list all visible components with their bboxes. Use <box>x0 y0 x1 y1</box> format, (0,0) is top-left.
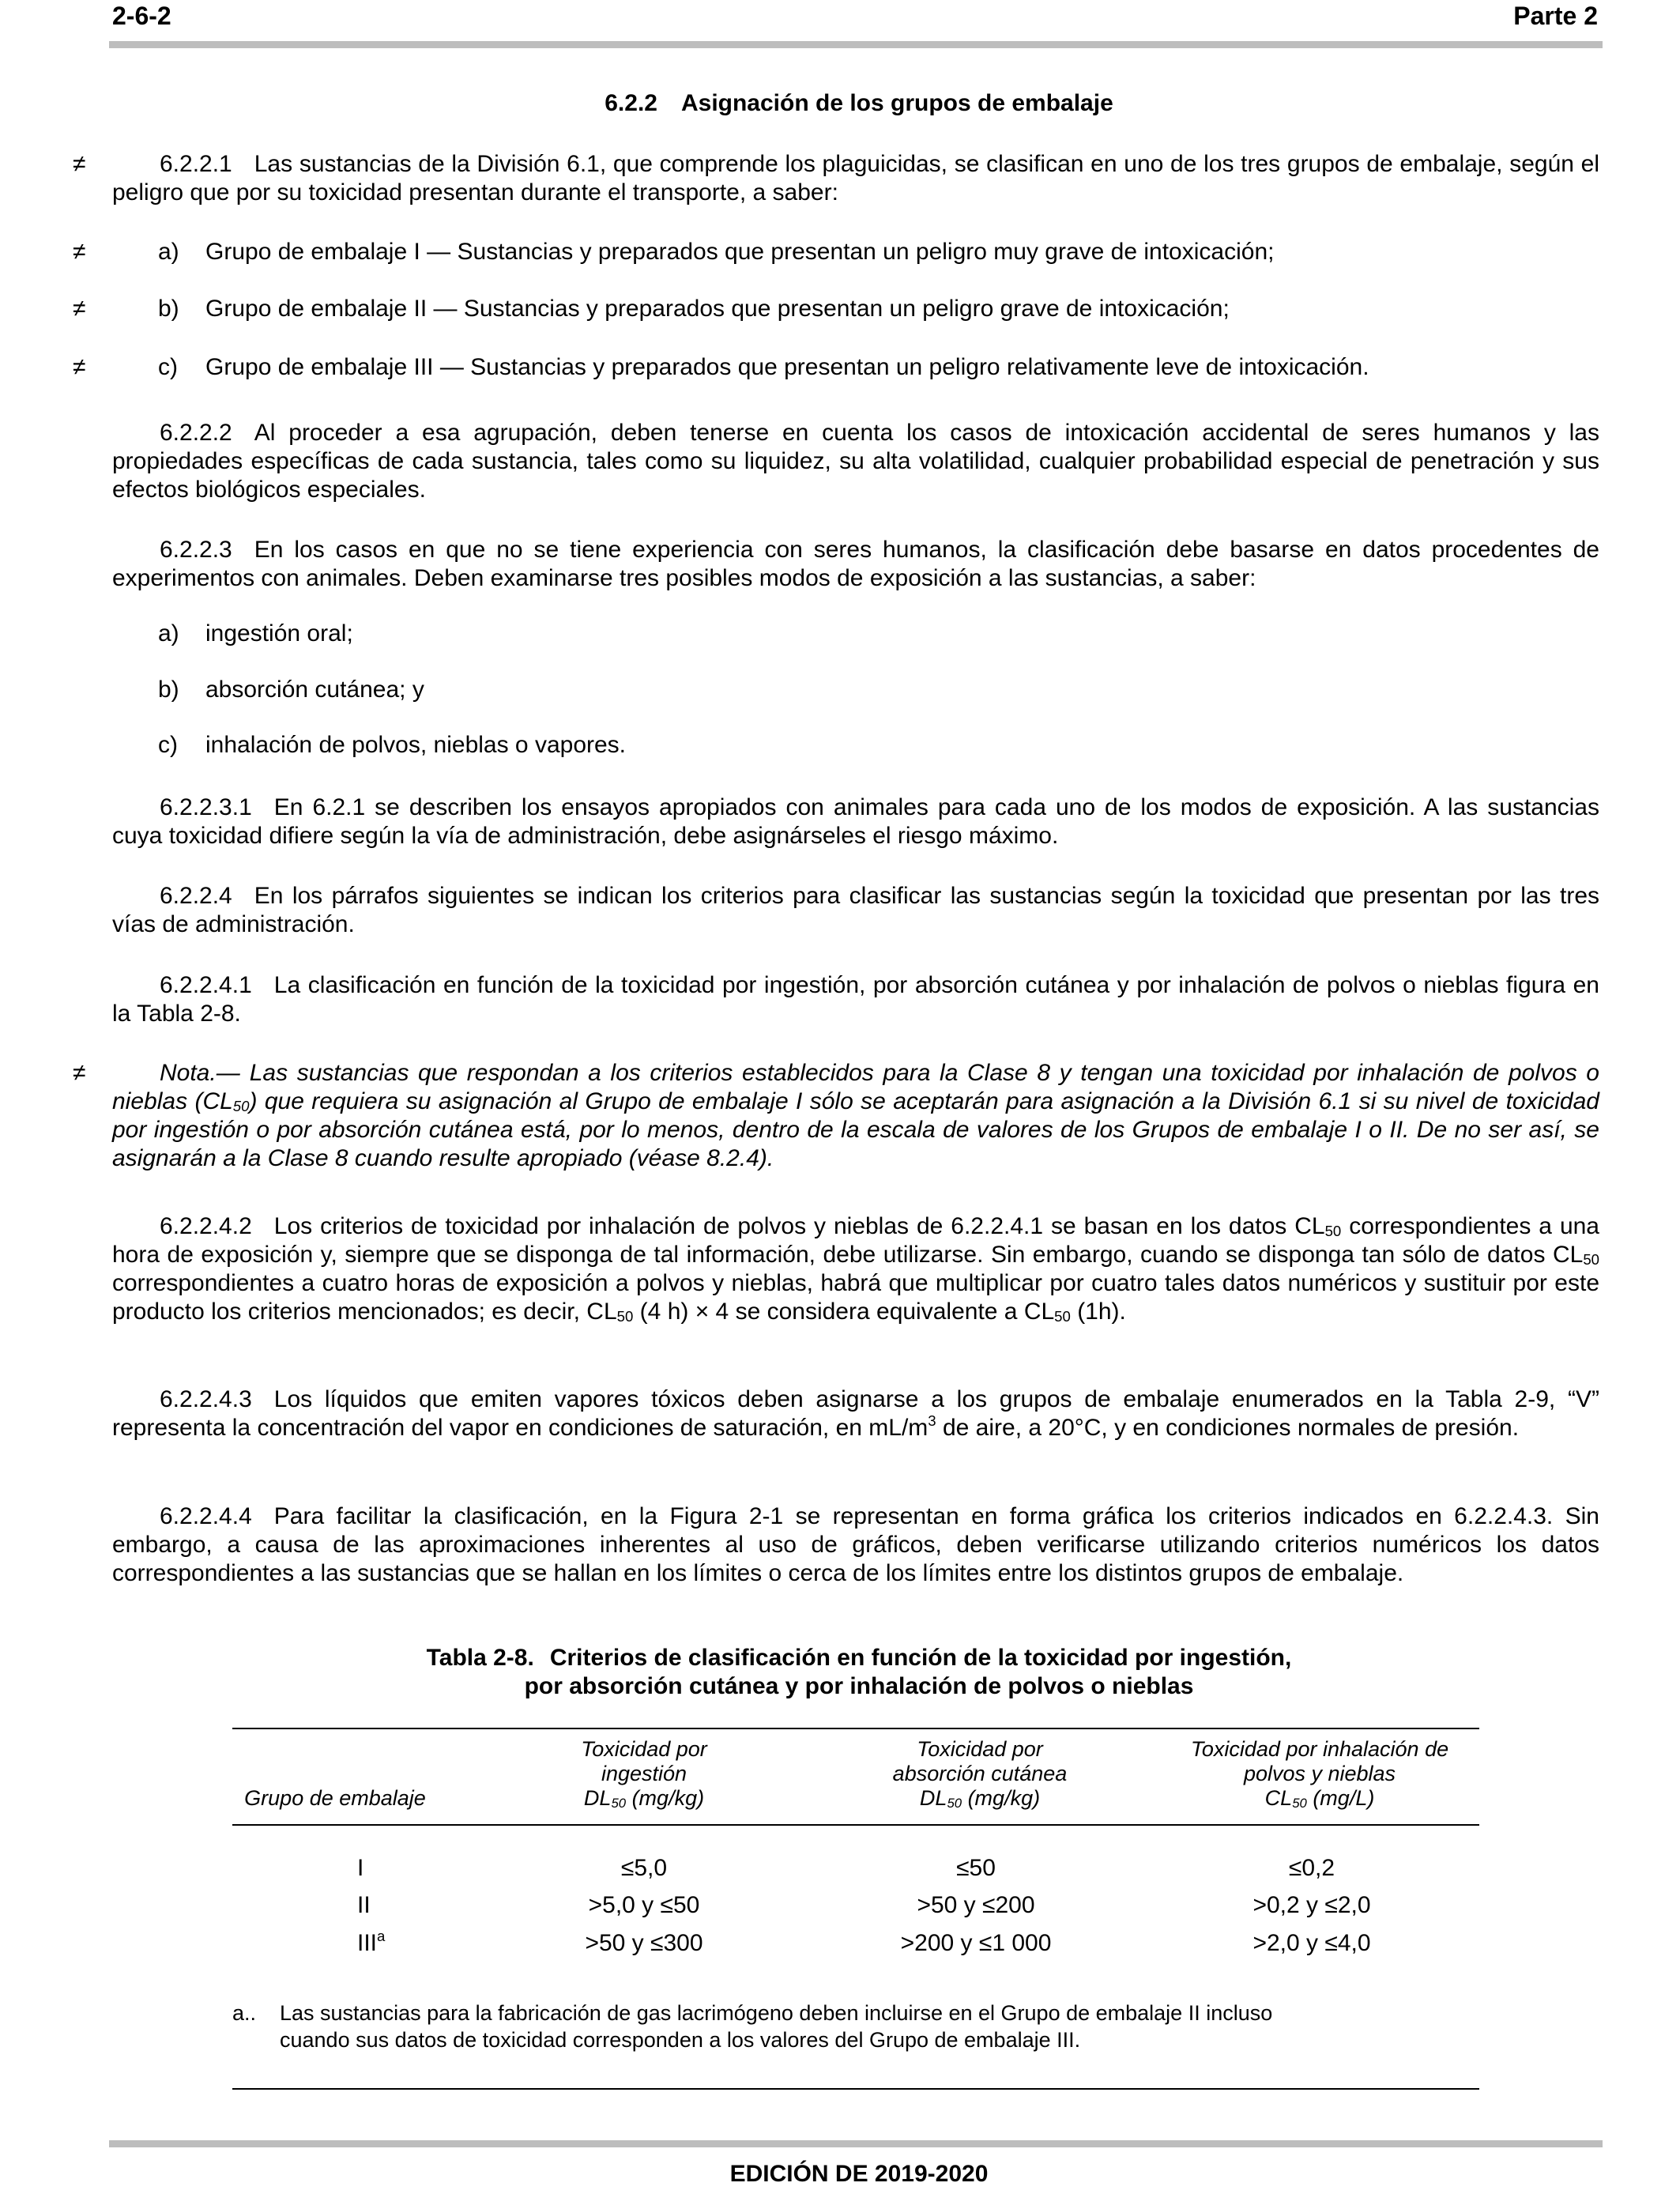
change-mark: ≠ <box>73 239 86 265</box>
paragraph-text: (4 h) × 4 se considera equivalente a CL <box>633 1299 1055 1325</box>
paragraph-number: 6.2.2.4.4 <box>160 1503 252 1529</box>
part-label: Parte 2 <box>1513 2 1598 30</box>
list-label: b) <box>158 296 179 322</box>
section-number: 6.2.2 <box>605 90 657 116</box>
group-label: III <box>357 1930 378 1956</box>
header-line: absorción cutánea <box>892 1762 1068 1785</box>
header-text: DL <box>583 1786 612 1810</box>
header-line: Toxicidad por <box>581 1737 707 1761</box>
table-caption <box>0 1644 1680 1672</box>
edition-footer: EDICIÓN DE 2019-2020 <box>729 2161 989 2187</box>
table-bottom-rule <box>232 2088 1479 2090</box>
header-rule <box>109 41 1603 48</box>
subscript: 50 <box>1583 1251 1599 1268</box>
list-item <box>158 295 1230 323</box>
table-top-rule <box>232 1728 1479 1729</box>
header-text: (mg/kg) <box>962 1786 1041 1810</box>
header-text: DL <box>919 1786 947 1810</box>
header-line <box>1154 1786 1486 1811</box>
paragraph-text: Los criterios de toxicidad por inhalación de polvos y nieblas de 6.2.2.4.1 se basan en los datos CL <box>273 1213 1325 1239</box>
paragraph-text: Al proceder a esa agrupación, deben tenerse en cuenta los casos de intoxicación accidental de seres humanos y las propiedades específicas de cada sustancia, tales como su liquidez, su alta volatilidad, cualquier probabilidad especial de penetración y sus efectos biológicos especiales. <box>112 420 1599 503</box>
note <box>112 1059 1599 1173</box>
section-title-text: Asignación de los grupos de embalaje <box>680 90 1113 116</box>
list-label: c) <box>158 354 178 380</box>
header-line <box>834 1786 1126 1811</box>
paragraph-number: 6.2.2.3 <box>160 537 232 563</box>
subscript: 50 <box>616 1308 634 1325</box>
table-cell-dermal: ≤50 <box>956 1855 996 1881</box>
note-text: ) que requiera su asignación al Grupo de embalaje I sólo se aceptarán para asignación a la División 6.1 si su nivel de toxicidad por ingestión o por absorción cutánea está, por lo menos, dentro de la escala de valores de los Grupos de embalaje I o II. De no ser así, se asignarán a la Clase 8 cuando resulte apropiado (véase 8.2.4). <box>112 1088 1599 1171</box>
paragraph-6-2-2-4-2 <box>112 1212 1599 1326</box>
footnote-ref: a <box>377 1928 386 1944</box>
paragraph-text: En 6.2.1 se describen los ensayos apropiados con animales para cada uno de los modos de exposición. A las sustancias cuya toxicidad difiere según la vía de administración, debe asignárseles el riesgo máximo. <box>112 794 1599 849</box>
table-caption-line: por absorción cutánea y por inhalación de polvos o nieblas <box>524 1673 1194 1699</box>
list-label: a) <box>158 620 179 647</box>
subscript: 50 <box>947 1796 962 1811</box>
section-title <box>0 90 1680 117</box>
subscript: 50 <box>1324 1223 1342 1239</box>
list-text: ingestión oral; <box>205 620 353 647</box>
paragraph-text: En los casos en que no se tiene experiencia con seres humanos, la clasificación debe basarse en datos procedentes de experimentos con animales. Deben examinarse tres posibles modos de exposición a las sustancias, a saber: <box>112 537 1599 591</box>
paragraph-number: 6.2.2.2 <box>160 420 232 446</box>
footer-rule <box>109 2140 1603 2147</box>
paragraph-text: Las sustancias de la División 6.1, que comprende los plaguicidas, se clasifican en uno de los tres grupos de embalaje, según el peligro que por su toxicidad presentan durante el transporte, a saber: <box>112 151 1599 205</box>
list-item <box>158 731 626 760</box>
paragraph-number: 6.2.2.3.1 <box>160 794 252 820</box>
change-mark: ≠ <box>73 151 86 177</box>
paragraph-6-2-2-4-4 <box>112 1502 1599 1588</box>
paragraph-6-2-2-4-1 <box>112 971 1599 1028</box>
table-caption-label: Tabla 2-8. <box>426 1645 534 1671</box>
paragraph-6-2-2-4-3 <box>112 1385 1599 1442</box>
list-text: Grupo de embalaje III — Sustancias y preparados que presentan un peligro relativamente leve de intoxicación. <box>205 354 1369 380</box>
footnote-line <box>232 2026 1479 2053</box>
list-item <box>158 676 424 704</box>
footnote-line <box>232 2000 1479 2026</box>
list-label: a) <box>158 239 179 265</box>
list-text: inhalación de polvos, nieblas o vapores. <box>205 732 627 758</box>
header-text: CL <box>1264 1786 1293 1810</box>
header-line: Toxicidad por inhalación de <box>1190 1737 1449 1761</box>
paragraph-number: 6.2.2.1 <box>160 151 232 177</box>
column-header-ingestion <box>498 1737 790 1811</box>
paragraph-text: correspondientes a una hora de exposición y, siempre que se disponga de tal información, debe utilizarse. Sin embargo, cuando se disponga tan sólo de datos CL <box>112 1213 1599 1268</box>
column-header-group: Grupo de embalaje <box>244 1786 426 1810</box>
list-label: c) <box>158 732 178 758</box>
list-item <box>158 238 1274 266</box>
subscript: 50 <box>1054 1308 1071 1325</box>
note-label: Nota.— <box>160 1060 240 1086</box>
paragraph-text: (1h). <box>1070 1299 1126 1325</box>
column-header-inhalation <box>1154 1737 1486 1811</box>
header-line: polvos y nieblas <box>1243 1762 1396 1785</box>
change-mark: ≠ <box>73 296 86 322</box>
list-text: absorción cutánea; y <box>205 677 424 703</box>
paragraph-text: En los párrafos siguientes se indican los criterios para clasificar las sustancias según la toxicidad que presentan por las tres vías de administración. <box>112 883 1599 937</box>
header-line: Toxicidad por <box>917 1737 1043 1761</box>
list-text: Grupo de embalaje I — Sustancias y preparados que presentan un peligro muy grave de intoxicación; <box>205 239 1275 265</box>
table-caption-line: Criterios de clasificación en función de la toxicidad por ingestión, <box>549 1645 1292 1671</box>
paragraph-number: 6.2.2.4.3 <box>160 1386 252 1412</box>
paragraph-6-2-2-3 <box>112 536 1599 593</box>
superscript: 3 <box>928 1412 936 1429</box>
subscript: 50 <box>232 1098 250 1114</box>
table-cell-dermal: >50 y ≤200 <box>917 1892 1035 1918</box>
table-cell-group: II <box>357 1892 371 1918</box>
table-caption <box>0 1672 1680 1701</box>
paragraph-number: 6.2.2.4 <box>160 883 232 909</box>
table-cell-ingestion: ≤5,0 <box>620 1855 668 1881</box>
paragraph-6-2-2-3-1 <box>112 794 1599 850</box>
paragraph-text: correspondientes a cuatro horas de exposición a polvos y nieblas, habrá que multiplicar por cuatro tales datos numéricos y sustituir por este producto los criterios mencionados; es decir, CL <box>112 1270 1599 1325</box>
paragraph-text: Para facilitar la clasificación, en la Figura 2-1 se representan en forma gráfica los criterios indicados en 6.2.2.4.3. Sin embargo, a causa de las aproximaciones inherentes al uso de gráficos, deben verificarse utilizando criterios numéricos los datos correspondientes a las sustancias que se hallan en los límites o cerca de los límites entre los distintos grupos de embalaje. <box>112 1503 1599 1586</box>
paragraph-text: de aire, a 20°C, y en condiciones normales de presión. <box>936 1415 1520 1441</box>
header-line: ingestión <box>601 1762 687 1785</box>
list-item <box>158 620 353 648</box>
paragraph-6-2-2-4 <box>112 882 1599 939</box>
paragraph-text: Los líquidos que emiten vapores tóxicos deben asignarse a los grupos de embalaje enumerados en la Tabla 2-9, “V” representa la concentración del vapor en condiciones de saturación, en mL/m <box>112 1386 1599 1441</box>
paragraph-number: 6.2.2.4.2 <box>160 1213 252 1239</box>
table-cell-ingestion: >50 y ≤300 <box>585 1930 703 1956</box>
header-line <box>498 1786 790 1811</box>
table-cell-inhalation: >2,0 y ≤4,0 <box>1252 1930 1371 1956</box>
header-text: (mg/L) <box>1306 1786 1375 1810</box>
table-cell-dermal: >200 y ≤1 000 <box>900 1930 1052 1956</box>
list-item <box>158 353 1369 382</box>
table-cell-inhalation: ≤0,2 <box>1288 1855 1335 1881</box>
footnote-text: Las sustancias para la fabricación de gas lacrimógeno deben incluirse en el Grupo de embalaje II incluso <box>280 2001 1273 2025</box>
change-mark: ≠ <box>73 1060 86 1086</box>
paragraph-6-2-2-1 <box>112 150 1599 207</box>
list-label: b) <box>158 677 179 703</box>
page-number: 2-6-2 <box>112 2 171 30</box>
footnote-label: a.. <box>232 2001 257 2025</box>
paragraph-text: La clasificación en función de la toxicidad por ingestión, por absorción cutánea y por inhalación de polvos o nieblas figura en la Tabla 2-8. <box>112 972 1599 1027</box>
paragraph-number: 6.2.2.4.1 <box>160 972 252 998</box>
table-cell-group <box>223 1929 507 1958</box>
change-mark: ≠ <box>73 354 86 380</box>
table-footnote <box>232 2000 1479 2053</box>
subscript: 50 <box>1292 1796 1307 1811</box>
header-text: (mg/kg) <box>626 1786 705 1810</box>
subscript: 50 <box>611 1796 627 1811</box>
list-text: Grupo de embalaje II — Sustancias y preparados que presentan un peligro grave de intoxicación; <box>205 296 1230 322</box>
footnote-text: cuando sus datos de toxicidad corresponden a los valores del Grupo de embalaje III. <box>280 2028 1081 2052</box>
table-cell-group: I <box>357 1855 364 1881</box>
note-text: Las sustancias que respondan a los criterios establecidos para la Clase 8 y tengan una toxicidad por inhalación de polvos o nieblas (CL <box>112 1060 1599 1114</box>
column-header-dermal <box>834 1737 1126 1811</box>
table-cell-ingestion: >5,0 y ≤50 <box>588 1892 700 1918</box>
table-header-rule <box>232 1824 1479 1826</box>
table-cell-inhalation: >0,2 y ≤2,0 <box>1252 1892 1371 1918</box>
paragraph-6-2-2-2 <box>112 419 1599 504</box>
